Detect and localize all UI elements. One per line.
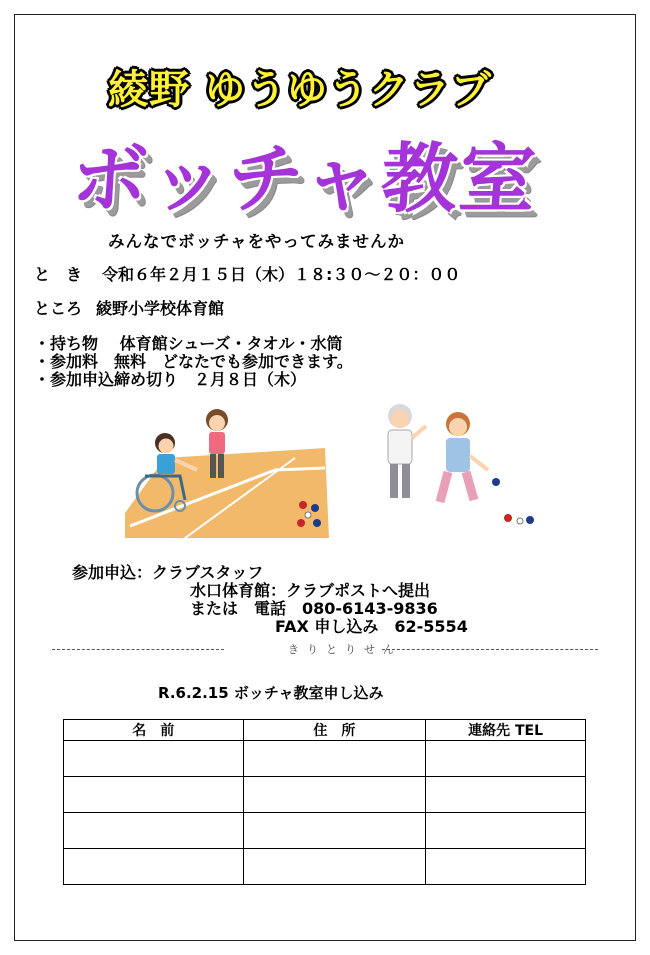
header-tel: 連絡先 TEL [426,720,586,741]
apply-line-4: FAX 申し込み 62-5554 [275,617,468,636]
header-name: 名 前 [64,720,244,741]
apply-line-3: または 電話 080-6143-9836 [190,599,438,618]
address-cell[interactable] [243,849,426,885]
apply-line-2: 水口体育館：クラブポストへ提出 [190,581,431,600]
name-cell[interactable] [64,777,244,813]
where-label: ところ [34,299,83,318]
dashed-line-right [382,649,598,650]
address-cell[interactable] [243,813,426,849]
event-date [34,262,460,285]
cut-line [52,641,598,657]
dashed-line-left [52,649,224,650]
header-address: 住 所 [243,720,426,741]
boccia-ball-icon [504,514,512,522]
bullet-belongings: ・持ち物 体育館シューズ・タオル・水筒 [34,334,343,353]
application-form-table [63,719,586,885]
boccia-ball-icon [311,504,319,512]
tel-cell[interactable] [426,741,586,777]
woman-shirt [446,438,470,472]
name-cell[interactable] [64,849,244,885]
man-shirt [388,430,412,464]
boccia-ball-icon [299,501,307,509]
wheelchair-player-illustration [125,398,329,538]
child-body [209,432,225,454]
boccia-ball-icon [492,478,500,486]
address-cell[interactable] [243,741,426,777]
main-title: ボッチャ教室 [68,134,541,223]
table-row [64,777,586,813]
player-body [157,454,175,474]
boccia-ball-icon [313,519,321,527]
boccia-ball-icon [305,512,311,518]
name-cell[interactable] [64,813,244,849]
tel-cell[interactable] [426,777,586,813]
bullet-fee: ・参加料 無料 どなたでも参加できます。 [34,352,353,371]
boccia-ball-icon [526,516,534,524]
subtitle: みんなでボッチャをやってみませんか [108,232,406,251]
when-value: 令和６年２月１５日（木）１８:３０〜２０：００ [102,265,461,284]
when-label: と き [34,265,83,284]
form-title: R.6.2.15 ボッチャ教室申し込み [158,684,384,702]
bullet-deadline: ・参加申込締め切り ２月８日（木） [34,370,307,389]
address-cell[interactable] [243,777,426,813]
boccia-ball-icon [517,518,523,524]
table-row [64,813,586,849]
cut-line-label: きりとりせん [288,643,402,656]
where-value: 綾野小学校体育館 [96,299,225,318]
table-header-row [64,720,586,741]
table-row [64,741,586,777]
club-title: 綾野 ゆうゆうクラブ [108,67,492,113]
elderly-couple-illustration [378,398,543,533]
event-place [34,296,224,319]
boccia-ball-icon [297,519,305,527]
tel-cell[interactable] [426,849,586,885]
table-row [64,849,586,885]
tel-cell[interactable] [426,813,586,849]
name-cell[interactable] [64,741,244,777]
apply-line-1: 参加申込：クラブスタッフ [72,563,264,582]
